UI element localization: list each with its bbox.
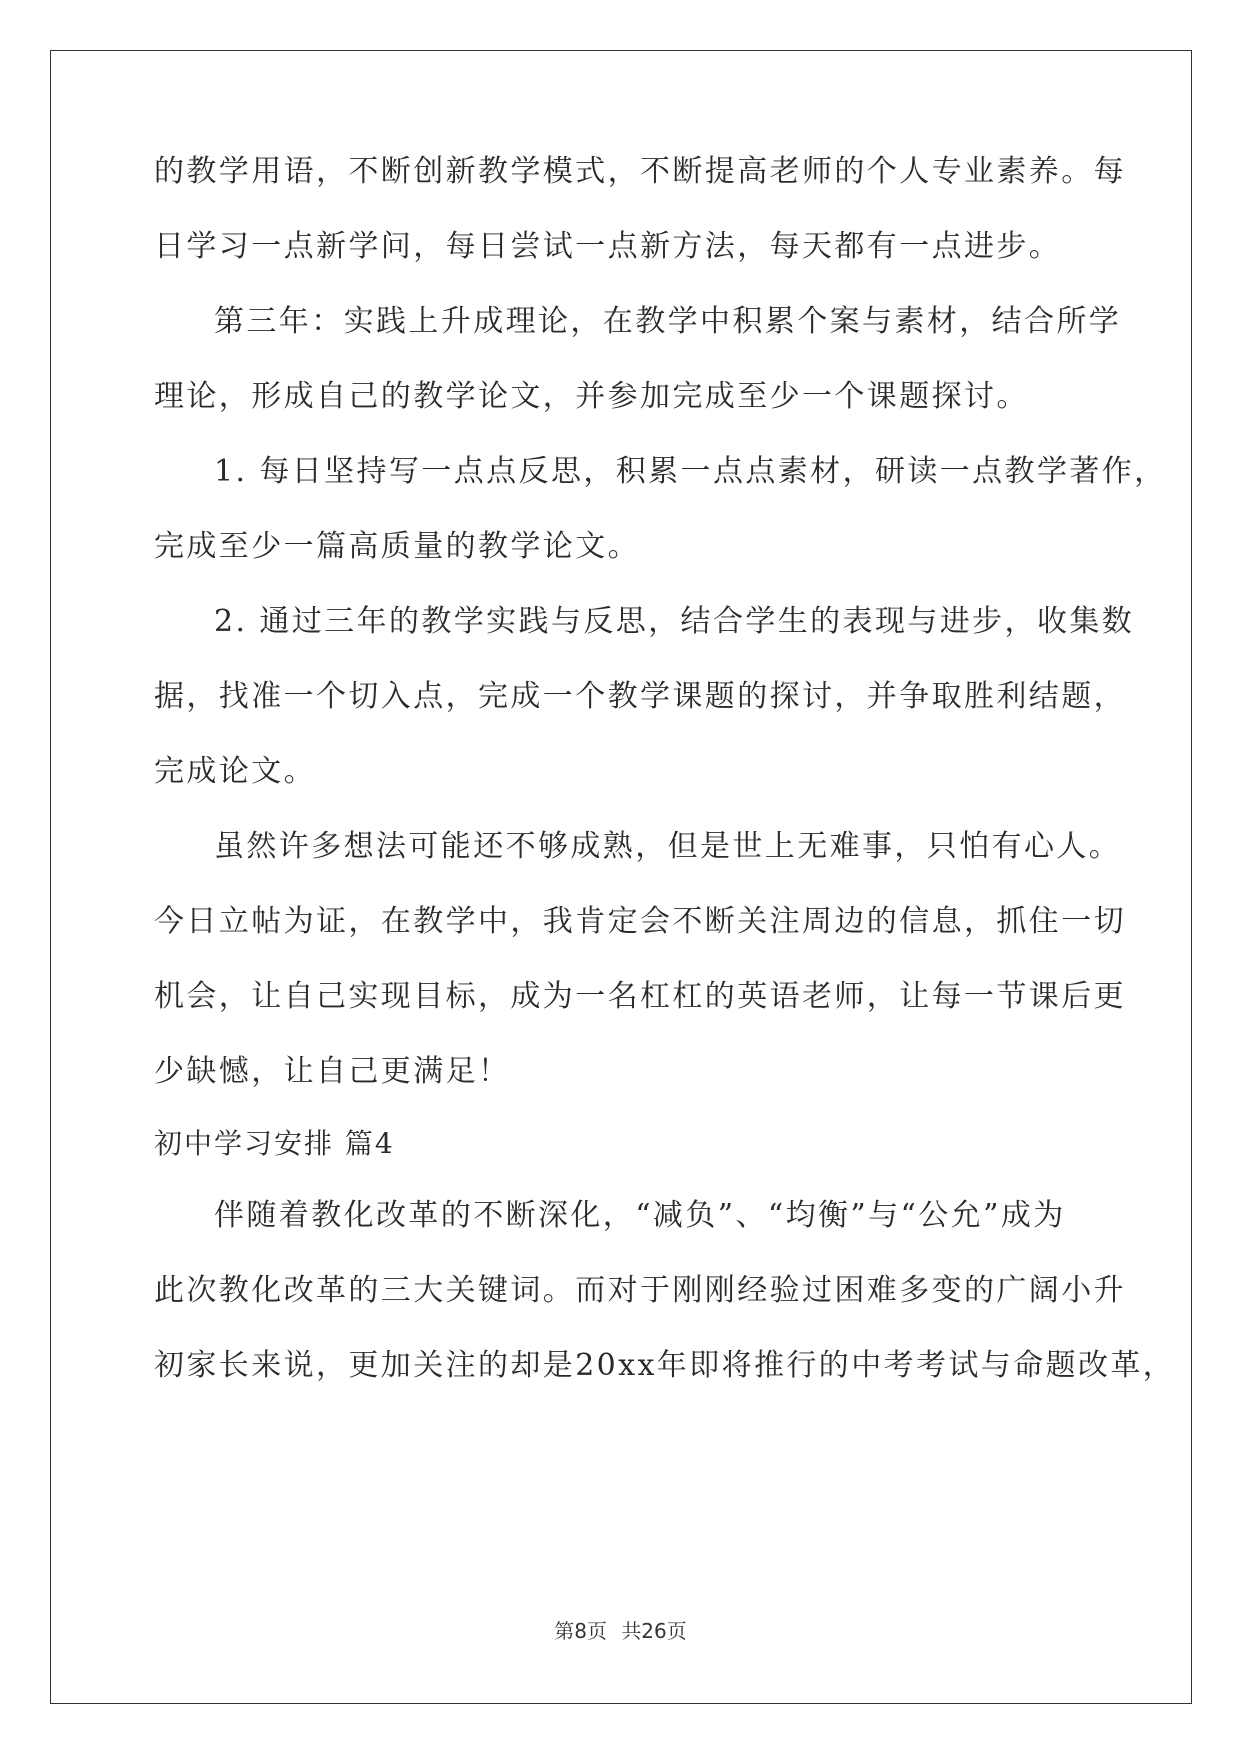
body-line: 第三年：实践上升成理论，在教学中积累个案与素材，结合所学 xyxy=(214,304,1122,339)
body-line: 日学习一点新学问，每日尝试一点新方法，每天都有一点进步。 xyxy=(154,229,1062,264)
body-line: 机会，让自己实现目标，成为一名杠杠的英语老师，让每一节课后更 xyxy=(154,979,1126,1014)
body-line: 据，找准一个切入点，完成一个教学课题的探讨，并争取胜利结题， xyxy=(154,679,1126,714)
body-line: 完成至少一篇高质量的教学论文。 xyxy=(154,529,640,564)
body-line: 2. 通过三年的教学实践与反思，结合学生的表现与进步，收集数 xyxy=(214,604,1135,639)
body-line: 理论，形成自己的教学论文，并参加完成至少一个课题探讨。 xyxy=(154,379,1029,414)
body-line: 此次教化改革的三大关键词。而对于刚刚经验过困难多变的广阔小升 xyxy=(154,1273,1126,1308)
body-line: 虽然许多想法可能还不够成熟，但是世上无难事，只怕有心人。 xyxy=(214,829,1122,864)
section-heading: 初中学习安排 篇4 xyxy=(154,1127,395,1160)
body-line: 完成论文。 xyxy=(154,754,316,789)
body-line: 1. 每日坚持写一点点反思，积累一点点素材，研读一点教学著作， xyxy=(214,454,1167,489)
body-line: 伴随着教化改革的不断深化，“减负”、“均衡”与“公允”成为 xyxy=(214,1198,1066,1233)
body-line: 初家长来说，更加关注的却是20xx年即将推行的中考考试与命题改革， xyxy=(154,1348,1176,1383)
page-footer xyxy=(0,1617,1241,1645)
body-line: 今日立帖为证，在教学中，我肯定会不断关注周边的信息，抓住一切 xyxy=(154,904,1126,939)
total-pages: 共26页 xyxy=(621,1619,687,1643)
page-number: 第8页 xyxy=(554,1619,607,1643)
page-border xyxy=(50,50,1192,1704)
body-line: 的教学用语，不断创新教学模式，不断提高老师的个人专业素养。每 xyxy=(154,154,1126,189)
body-line: 少缺憾，让自己更满足！ xyxy=(154,1054,511,1089)
